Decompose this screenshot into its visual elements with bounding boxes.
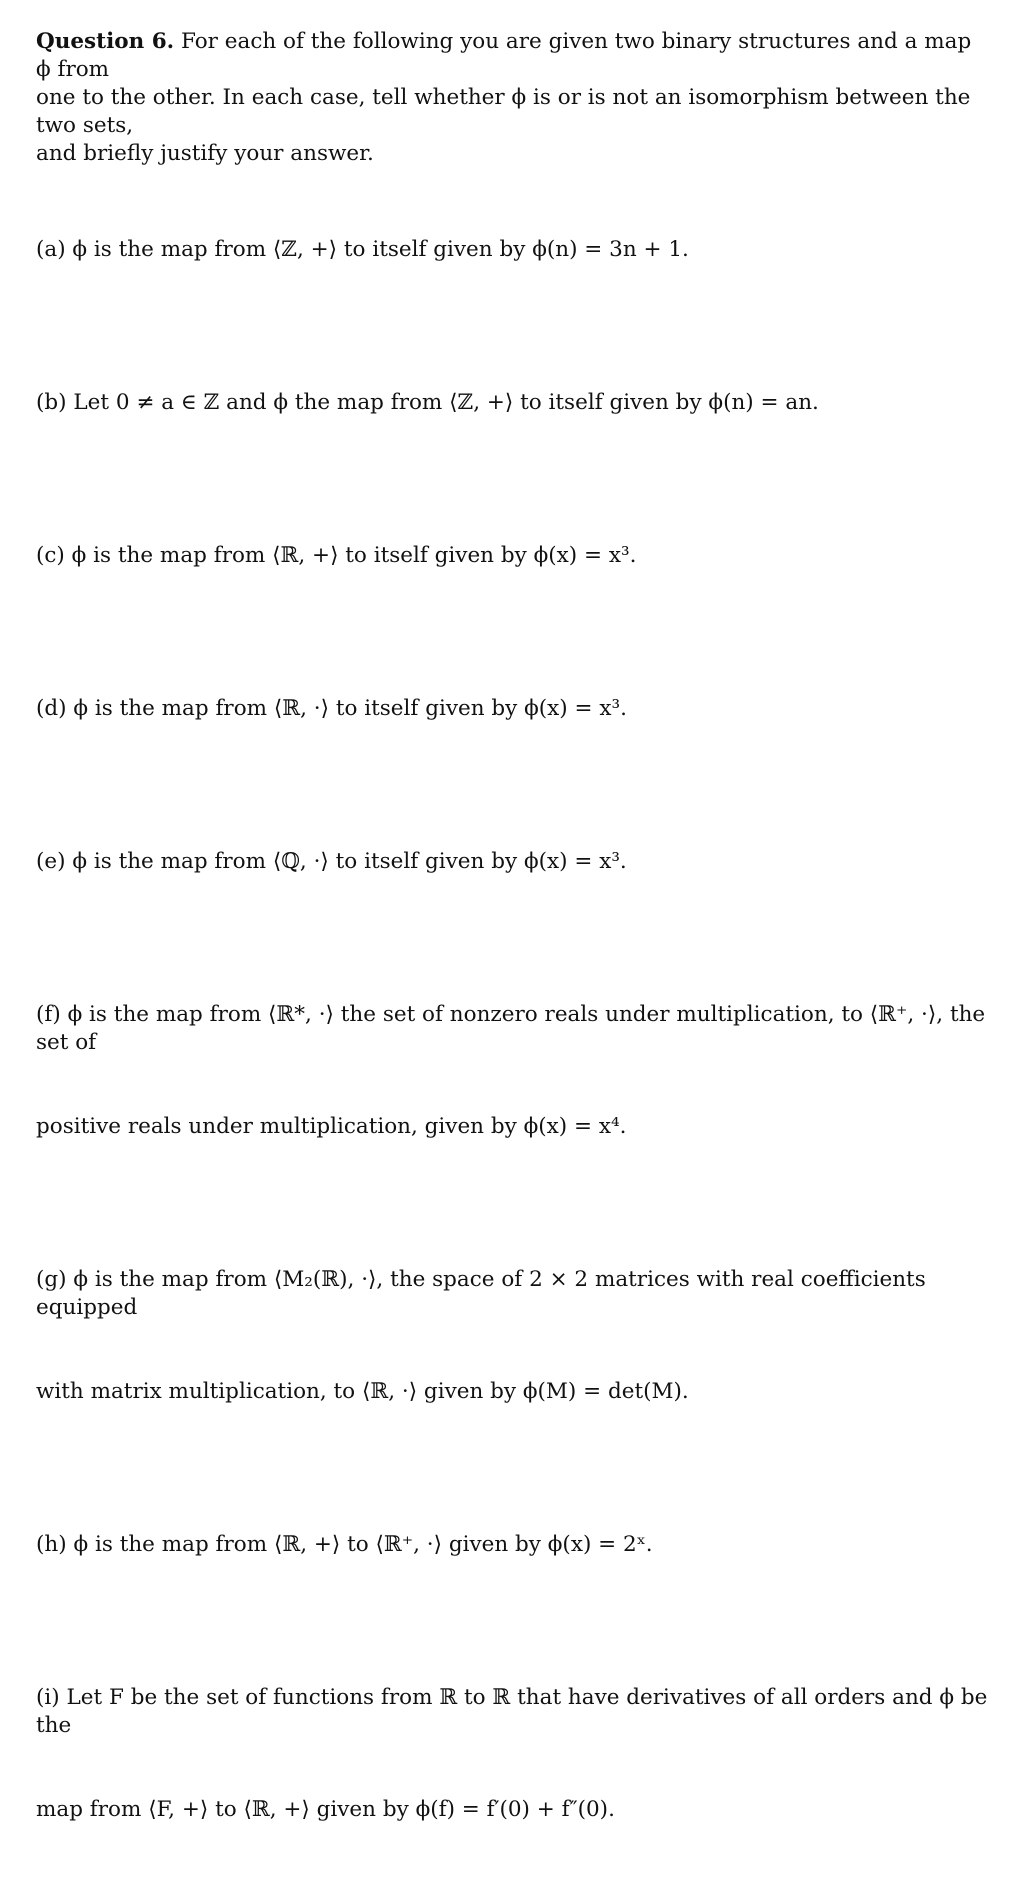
part-g-line-2: with matrix multiplication, to ⟨ℝ, ·⟩ given by ϕ(M) = det(M).	[36, 1379, 689, 1404]
question-label: Question 6.	[36, 29, 175, 54]
part-c	[36, 486, 988, 626]
part-g	[36, 1210, 988, 1462]
intro-line-3: and briefly justify your answer.	[36, 141, 374, 166]
part-b-line-1: (b) Let 0 ≠ a ∈ ℤ and ϕ the map from ⟨ℤ, +⟩ to itself given by ϕ(n) = an.	[36, 390, 819, 415]
part-g-line-1: (g) ϕ is the map from ⟨M₂(ℝ), ·⟩, the space of 2 × 2 matrices with real coefficients equipped	[36, 1267, 933, 1320]
part-h	[36, 1475, 988, 1615]
part-a	[36, 180, 988, 320]
intro-line-2: one to the other. In each case, tell whether ϕ is or is not an isomorphism between the two sets,	[36, 85, 978, 138]
part-i	[36, 1628, 995, 1880]
part-i-line-2: map from ⟨F, +⟩ to ⟨ℝ, +⟩ given by ϕ(f) = f′(0) + f″(0).	[36, 1797, 615, 1822]
question-document	[36, 28, 995, 1893]
part-d	[36, 639, 988, 779]
part-c-line-1: (c) ϕ is the map from ⟨ℝ, +⟩ to itself given by ϕ(x) = x³.	[36, 543, 637, 568]
part-a-line-1: (a) ϕ is the map from ⟨ℤ, +⟩ to itself given by ϕ(n) = 3n + 1.	[36, 237, 689, 262]
intro-line-1: For each of the following you are given two binary structures and a map ϕ from	[36, 29, 979, 82]
question-intro	[36, 28, 988, 168]
part-f-line-1: (f) ϕ is the map from ⟨ℝ*, ·⟩ the set of nonzero reals under multiplication, to ⟨ℝ⁺, ·⟩, the set of	[36, 1002, 993, 1055]
part-i-line-1: (i) Let F be the set of functions from ℝ to ℝ that have derivatives of all orders and ϕ be the	[36, 1685, 995, 1738]
part-b	[36, 333, 988, 473]
part-d-line-1: (d) ϕ is the map from ⟨ℝ, ·⟩ to itself given by ϕ(x) = x³.	[36, 696, 627, 721]
part-h-line-1: (h) ϕ is the map from ⟨ℝ, +⟩ to ⟨ℝ⁺, ·⟩ given by ϕ(x) = 2ˣ.	[36, 1532, 653, 1557]
part-e	[36, 792, 988, 932]
part-f	[36, 945, 993, 1197]
part-e-line-1: (e) ϕ is the map from ⟨ℚ, ·⟩ to itself given by ϕ(x) = x³.	[36, 849, 627, 874]
part-f-line-2: positive reals under multiplication, given by ϕ(x) = x⁴.	[36, 1114, 627, 1139]
